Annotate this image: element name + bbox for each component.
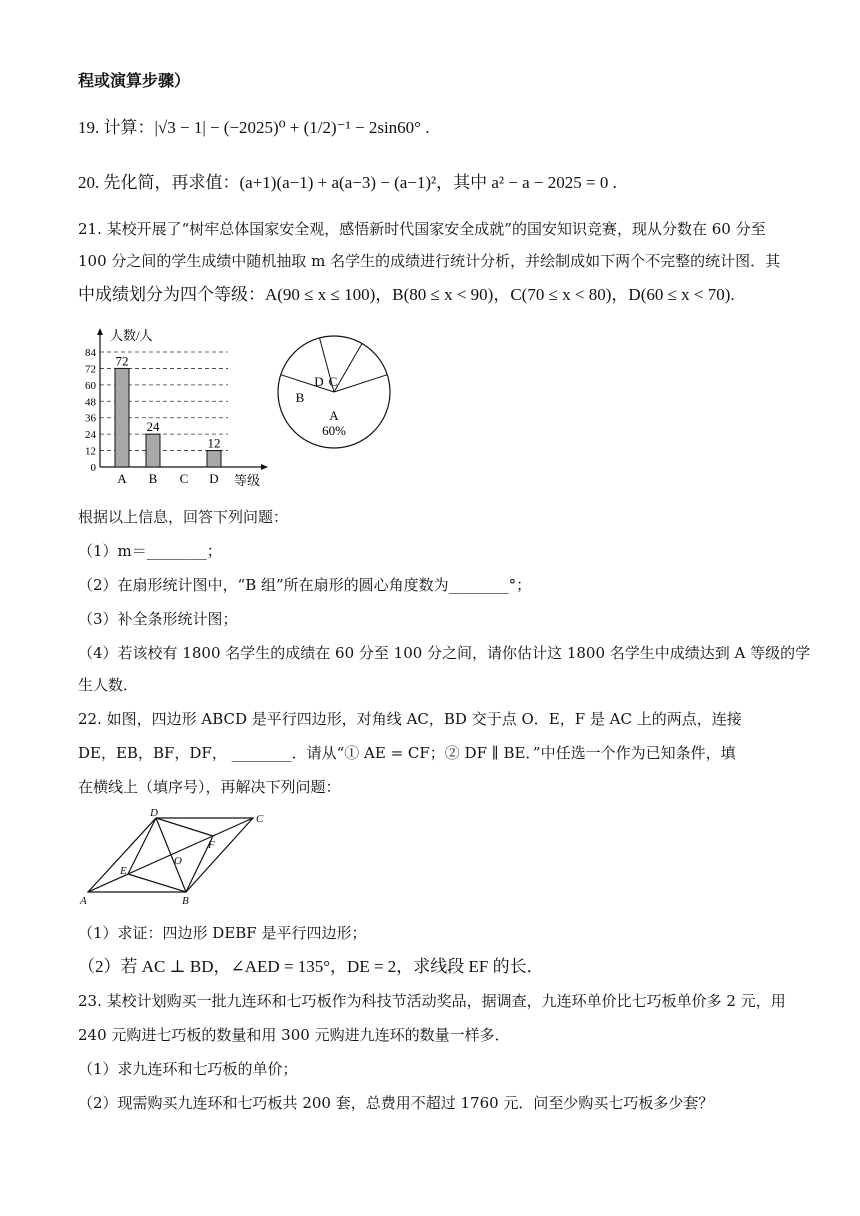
- pie-label-a: A: [329, 408, 339, 423]
- section-heading: 程或演算步骤）: [78, 71, 191, 90]
- data-label-b: 24: [146, 419, 160, 435]
- x-tick-label: A: [117, 471, 127, 486]
- x-tick-label: B: [148, 471, 158, 486]
- data-label-d: 12: [207, 435, 221, 451]
- question-23-line2: 240 元购进七巧板的数量和用 300 元购进九连环的数量一样多．: [78, 1026, 510, 1044]
- question-21-sub4-line2: 生人数．: [78, 676, 139, 694]
- question-23-sub1: （1）求九连环和七巧板的单价；: [78, 1060, 298, 1078]
- pie-percent-a: 60%: [322, 423, 346, 438]
- question-21-line3: 中成绩划分为四个等级：A(90 ≤ x ≤ 100)，B(80 ≤ x < 90)，C(70 ≤ x < 80)，D(60 ≤ x < 70).: [78, 285, 735, 304]
- question-21-line1: 21. 某校开展了“树牢总体国家安全观，感悟新时代国家安全成就”的国安知识竞赛，现从分数在 60 分至: [78, 220, 766, 238]
- y-tick-label: 0: [90, 462, 96, 474]
- pie-label-d: D: [314, 374, 324, 389]
- pie-chart: [272, 330, 402, 460]
- question-22-sub1: （1）求证：四边形 DEBF 是平行四边形；: [78, 924, 367, 942]
- question-20: 20. 先化简，再求值：(a+1)(a−1) + a(a−3) − (a−1)²，其中 a² − a − 2025 = 0 .: [78, 173, 617, 192]
- x-tick-label: C: [179, 471, 189, 486]
- bar-a: [115, 368, 129, 467]
- y-tick-label: 36: [85, 412, 96, 425]
- question-22-sub2: （2）若 AC ⊥ BD，∠AED = 135°，DE = 2，求线段 EF 的长．: [78, 957, 544, 976]
- y-tick-label: 12: [85, 445, 96, 458]
- question-22-line1: 22. 如图，四边形 ABCD 是平行四边形，对角线 AC，BD 交于点 O．E，F 是 AC 上的两点，连接: [78, 710, 742, 728]
- question-21-sub2: （2）在扇形统计图中，“B 组”所在扇形的圆心角度数为________°；: [78, 576, 532, 594]
- question-21-sub3: （3）补全条形统计图；: [78, 610, 238, 628]
- y-axis-arrow: [97, 328, 103, 335]
- segment-df: [156, 818, 213, 836]
- bar-b: [146, 434, 160, 467]
- x-tick-label: D: [209, 471, 219, 486]
- data-label-a: 72: [115, 353, 129, 369]
- bar-d: [207, 451, 221, 467]
- label-a: A: [80, 895, 87, 906]
- pie-label-c: C: [328, 374, 338, 389]
- y-tick-label: 84: [85, 347, 96, 359]
- y-tick-label: 60: [85, 379, 96, 392]
- question-21-sub1: （1）m＝________；: [78, 542, 222, 560]
- label-o: O: [174, 855, 182, 867]
- segment-de: [128, 818, 156, 874]
- label-b: B: [182, 895, 189, 906]
- label-e: E: [120, 865, 127, 877]
- x-axis-label: 等级: [234, 473, 261, 488]
- x-axis-arrow: [261, 464, 268, 470]
- y-tick-label: 24: [85, 429, 96, 442]
- pie-label-b: B: [295, 390, 305, 405]
- question-19: 19. 计算：|√3 − 1| − (−2025)⁰ + (1/2)⁻¹ − 2sin60° .: [78, 118, 430, 137]
- question-21-intro: 根据以上信息，回答下列问题：: [78, 508, 289, 526]
- bar-chart: [78, 322, 278, 492]
- y-tick-label: 48: [85, 396, 96, 409]
- question-22-line3: 在横线上（填序号），再解决下列问题：: [78, 778, 341, 796]
- question-23-sub2: （2）现需购买九连环和七巧板共 200 套，总费用不超过 1760 元．问至少购买七巧板多少套？: [78, 1094, 714, 1112]
- y-tick-label: 72: [85, 363, 96, 376]
- segment-eb: [128, 874, 186, 892]
- question-22-line2: DE，EB，BF，DF， ________．请从“① AE = CF；② DF ∥ BE．”中任选一个作为已知条件，填: [78, 744, 736, 762]
- question-21-sub4-line1: （4）若该校有 1800 名学生的成绩在 60 分至 100 分之间，请你估计这 1800 名学生中成绩达到 A 等级的学: [78, 644, 811, 662]
- label-c: C: [256, 813, 264, 825]
- label-d: D: [150, 807, 158, 819]
- question-21-line2: 100 分之间的学生成绩中随机抽取 m 名学生的成绩进行统计分析，并绘制成如下两个不完整的统计图．其: [78, 252, 781, 270]
- question-23-line1: 23. 某校计划购买一批九连环和七巧板作为科技节活动奖品，据调查，九连环单价比七巧板单价多 2 元，用: [78, 992, 786, 1010]
- parallelogram-figure: [78, 806, 278, 906]
- y-axis-label: 人数/人: [110, 328, 153, 343]
- label-f: F: [208, 839, 215, 851]
